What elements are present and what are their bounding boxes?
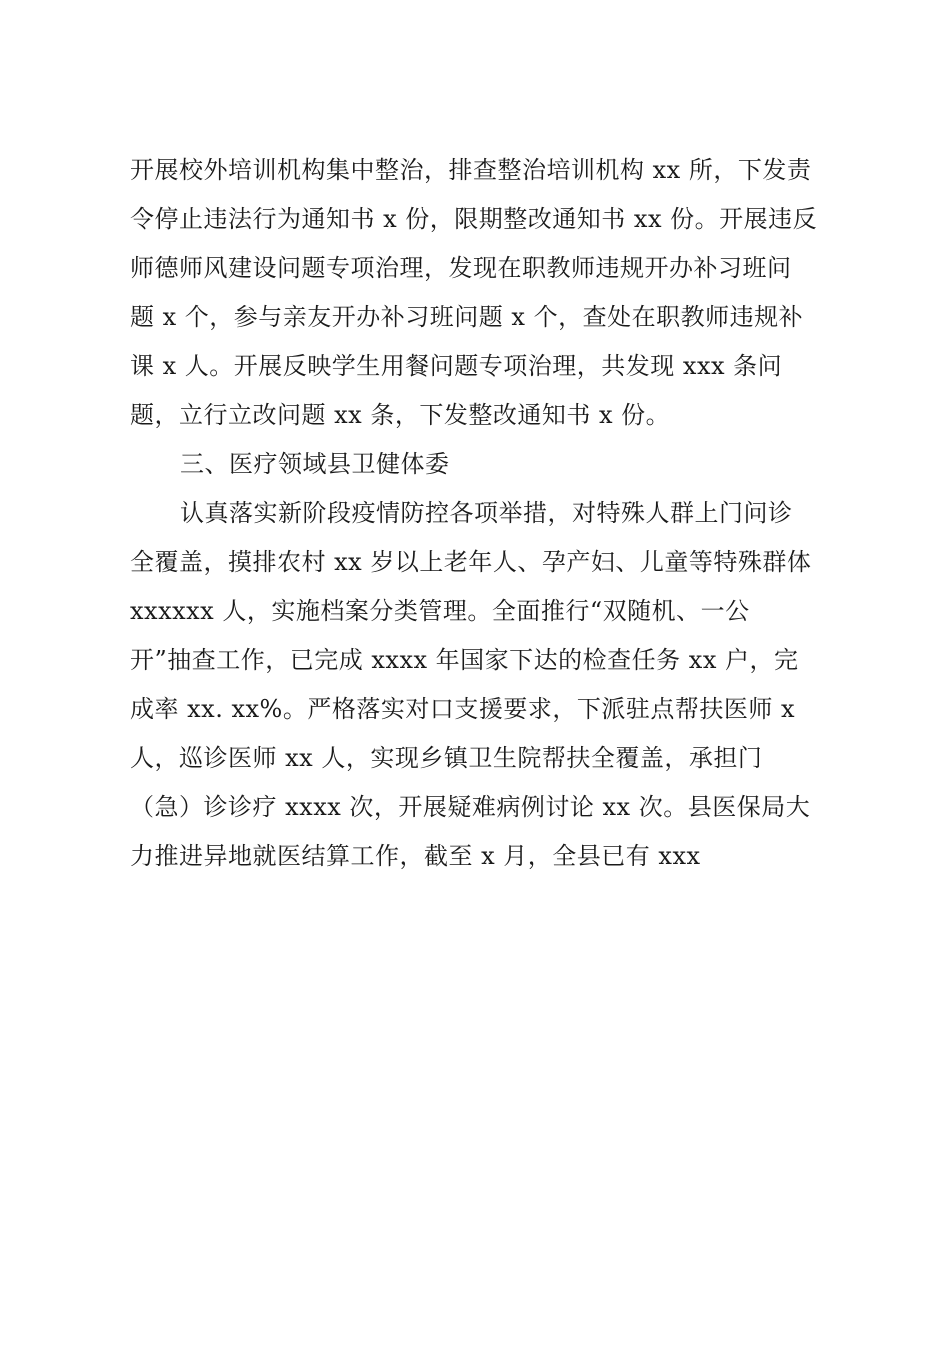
section-heading: 三、医疗领域县卫健体委	[180, 450, 450, 478]
text-line: 课 x 人。开展反映学生用餐问题专项治理，共发现 xxx 条问	[130, 352, 783, 380]
text-line: 题 x 个，参与亲友开办补习班问题 x 个，查处在职教师违规补	[130, 303, 804, 331]
paragraph-education-rectification	[130, 146, 830, 440]
text-line: xxxxxx 人，实施档案分类管理。全面推行“双随机、一公	[130, 597, 750, 625]
text-line: 师德师风建设问题专项治理，发现在职教师违规开办补习班问	[130, 254, 792, 282]
text-line: 令停止违法行为通知书 x 份，限期整改通知书 xx 份。开展违反	[130, 205, 818, 233]
text-line: 开展校外培训机构集中整治，排查整治培训机构 xx 所，下发责	[130, 156, 812, 184]
text-line: 全覆盖，摸排农村 xx 岁以上老年人、孕产妇、儿童等特殊群体	[130, 548, 812, 576]
document-body	[130, 146, 830, 881]
text-line: 开”抽查工作，已完成 xxxx 年国家下达的检查任务 xx 户，完	[130, 646, 799, 674]
text-line: 认真落实新阶段疫情防控各项举措，对特殊人群上门问诊	[180, 499, 793, 527]
text-line: 成率 xx. xx%。严格落实对口支援要求，下派驻点帮扶医师 x	[130, 695, 795, 723]
text-line: （急）诊诊疗 xxxx 次，开展疑难病例讨论 xx 次。县医保局大	[130, 793, 811, 821]
text-line: 力推进异地就医结算工作，截至 x 月，全县已有 xxx	[130, 842, 701, 870]
paragraph-medical-field	[130, 489, 830, 881]
text-line: 人，巡诊医师 xx 人，实现乡镇卫生院帮扶全覆盖，承担门	[130, 744, 763, 772]
text-line: 题，立行立改问题 xx 条，下发整改通知书 x 份。	[130, 401, 671, 429]
